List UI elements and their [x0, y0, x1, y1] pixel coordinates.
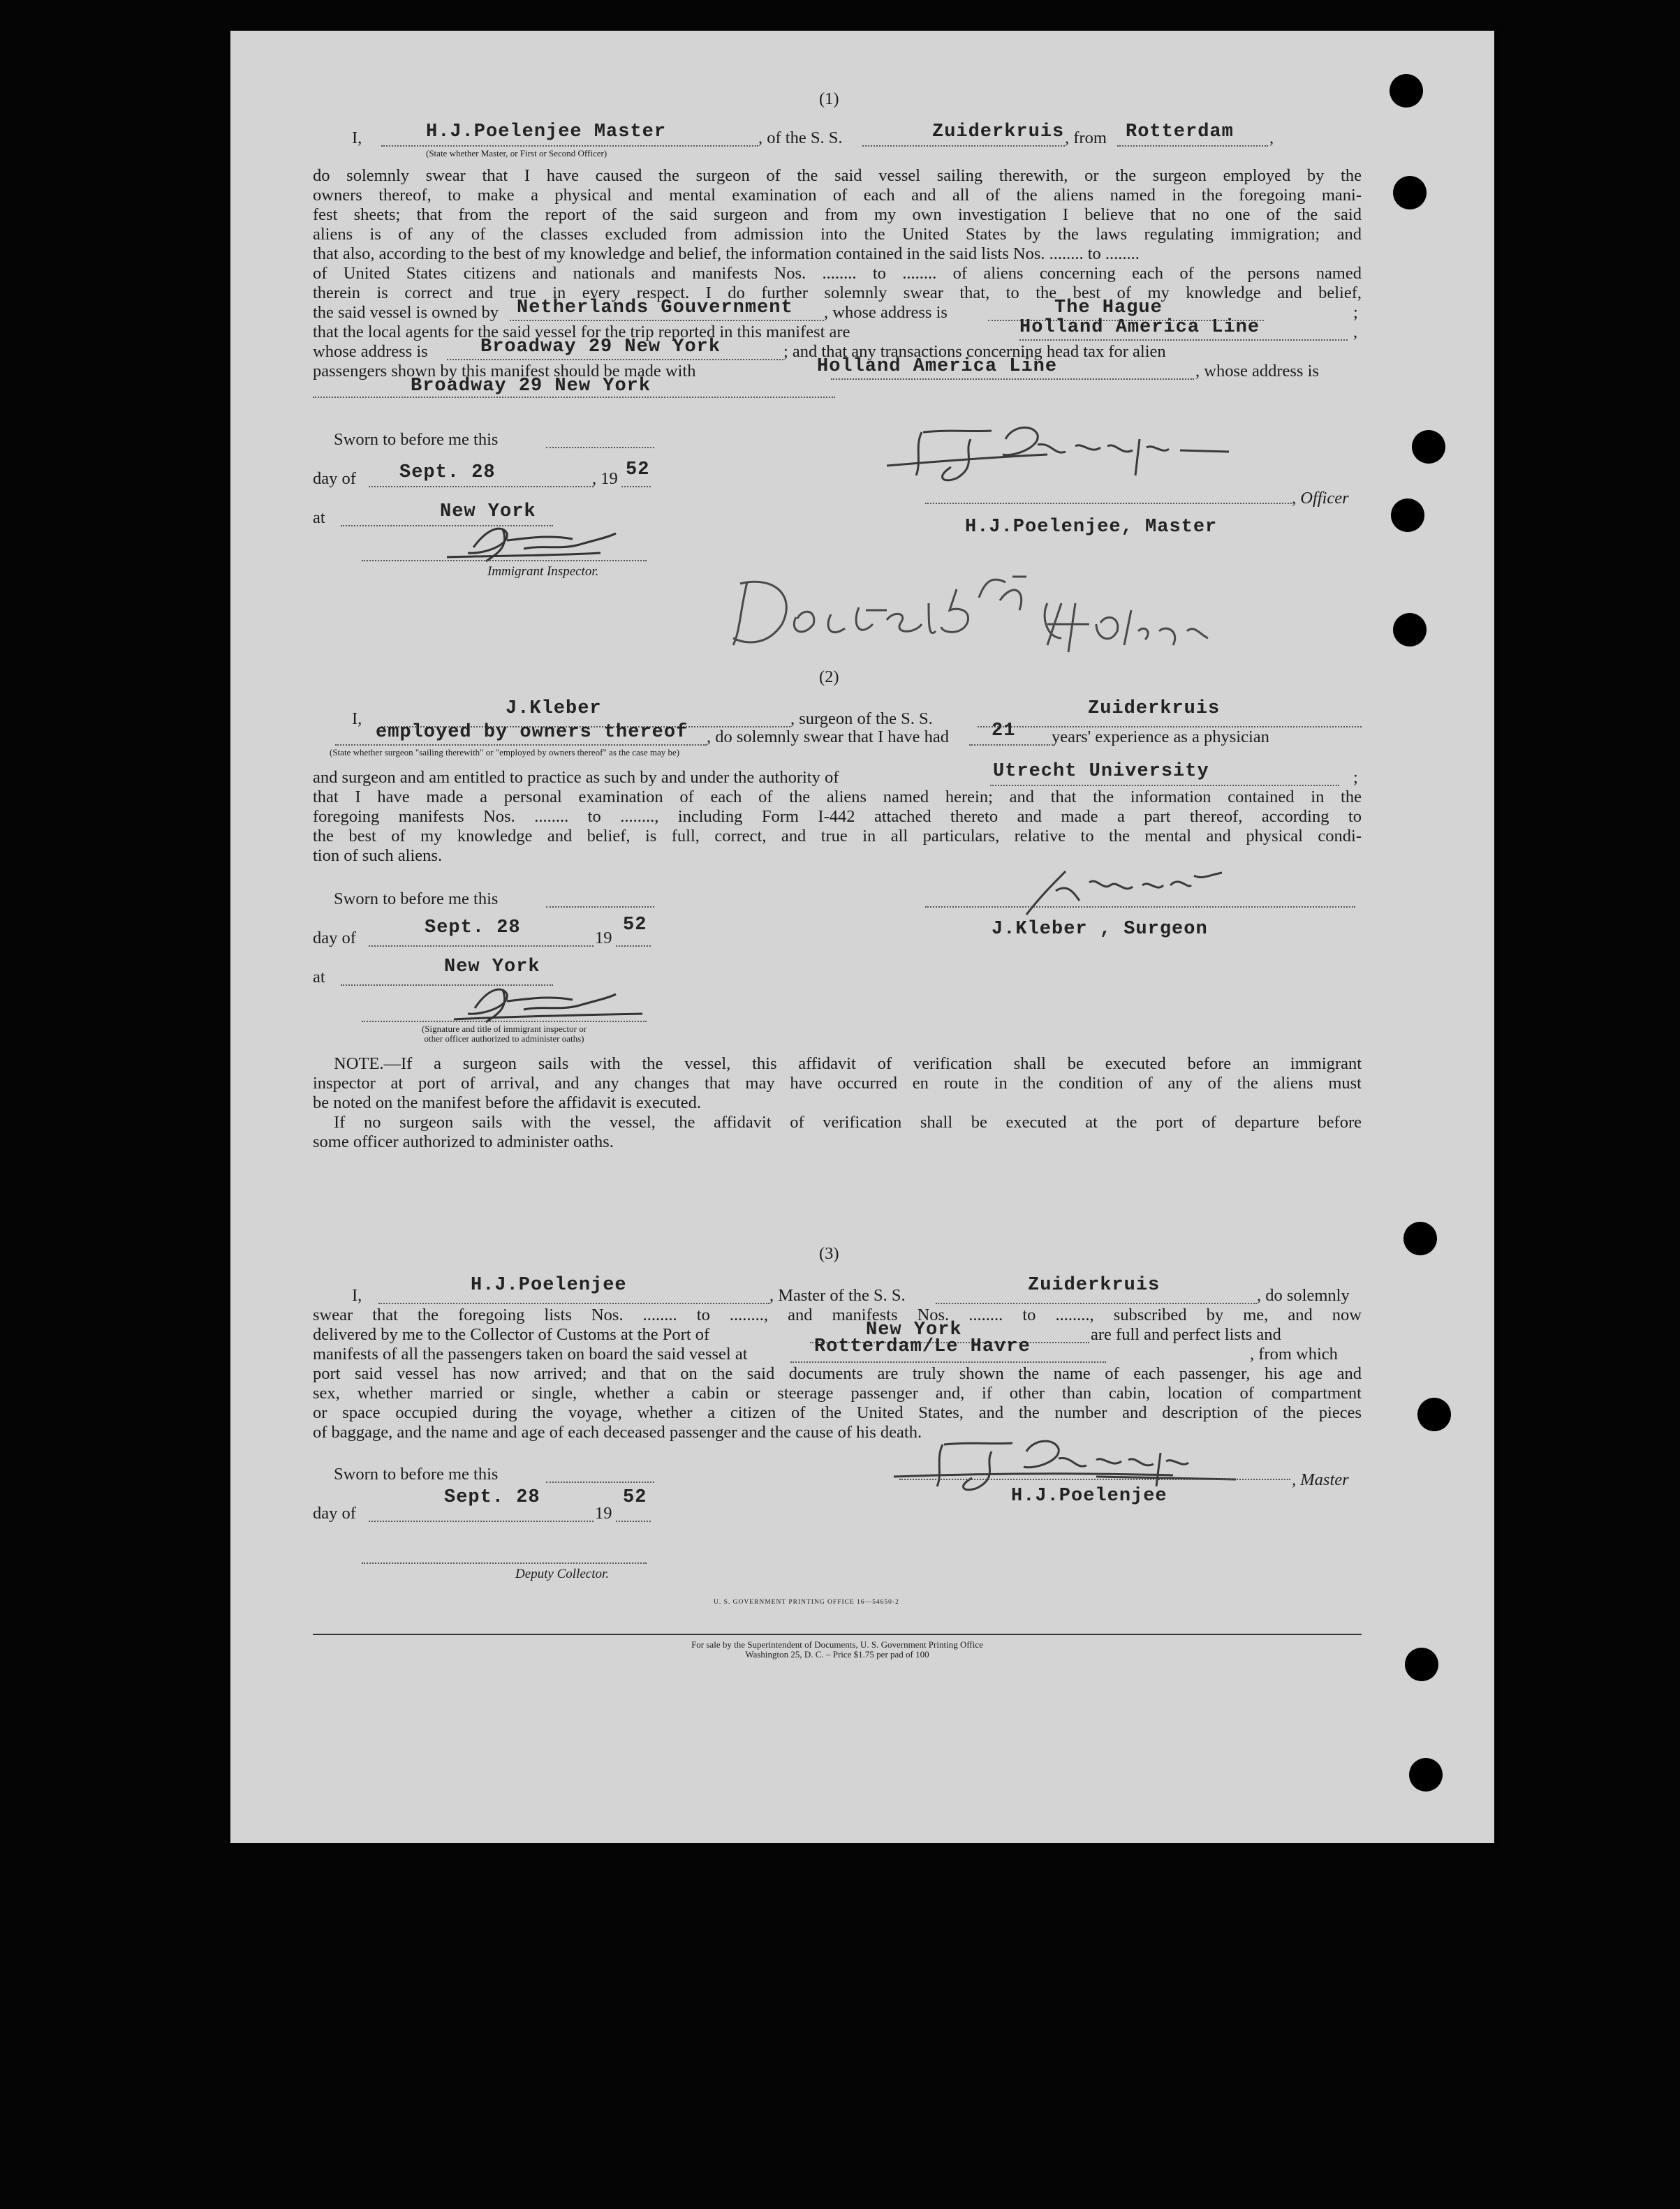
port-field: New York — [866, 1320, 962, 1340]
owned-by-label: the said vessel is owned by — [313, 303, 499, 322]
agents-address-field: Broadway 29 New York — [480, 337, 721, 357]
surgeon-name-field: J.Kleber — [506, 698, 602, 719]
from-port-field: Rotterdam — [1126, 121, 1234, 142]
surgeon-signature — [1012, 855, 1292, 924]
master-name-field: H.J.Poelenjee — [471, 1275, 627, 1296]
i-label: I, — [352, 1286, 362, 1305]
authority-label: and surgeon and am entitled to practice as such by and under the authority of — [313, 768, 839, 787]
employment-field: employed by owners thereof — [376, 722, 688, 743]
underline — [1117, 145, 1268, 147]
oath-line: that also, according to the best of my knowledge and belief, the information contained in the said lists Nos. ........ to ........ — [313, 244, 1140, 263]
surgeon-of-ss-label: , surgeon of the S. S. — [790, 709, 933, 728]
section-3-number: (3) — [819, 1244, 839, 1263]
from-label: , from — [1065, 128, 1107, 147]
signature-caption: (Signature and title of immigrant inspector or — [421, 1024, 587, 1034]
punch-hole — [1405, 1648, 1438, 1681]
punch-hole — [1412, 430, 1445, 464]
master-name-field: H.J.Poelenjee Master — [426, 121, 667, 142]
punch-hole — [1403, 1222, 1437, 1255]
underline — [790, 1361, 1106, 1363]
manifest-page — [230, 31, 1494, 1843]
punch-hole — [1391, 498, 1424, 532]
note-line: If no surgeon sails with the vessel, the affidavit of verification shall be executed at the port of departure before — [334, 1113, 1362, 1132]
punch-hole — [1409, 1758, 1443, 1791]
inspector-caption: Immigrant Inspector. — [487, 564, 599, 579]
day-of-label: day of — [313, 469, 356, 488]
underline — [831, 378, 1194, 380]
underline — [378, 1303, 769, 1304]
underline — [335, 744, 707, 746]
authority-field: Utrecht University — [993, 761, 1209, 782]
oath-line: aliens is of any of the classes excluded from admission into the United States by the laws regulating immigration; and — [313, 225, 1362, 244]
note-line: inspector at port of arrival, and any changes that may have occurred en route in the condition of any of the aliens must — [313, 1074, 1362, 1093]
gpo-imprint: U. S. GOVERNMENT PRINTING OFFICE 16—54650-2 — [714, 1599, 899, 1606]
embarkation-field: Rotterdam/Le Havre — [814, 1336, 1031, 1357]
underline — [925, 503, 1292, 504]
note-line: NOTE.—If a surgeon sails with the vessel, this affidavit of verification shall be executed before an immigrant — [334, 1054, 1362, 1073]
swear-text: , do solemnly swear that I have had — [707, 727, 949, 746]
field-caption: (State whether Master, or First or Second Officer) — [426, 148, 607, 158]
years-field: 21 — [992, 721, 1016, 741]
i-label: I, — [352, 709, 362, 728]
oath-line: owners thereof, to make a physical and mental examination of each and all of the aliens named in the foregoing mani- — [313, 186, 1362, 205]
oath-line: of baggage, and the name and age of each deceased passenger and the cause of his death. — [313, 1423, 922, 1442]
oath-line: therein is correct and true in every respect. I do further solemnly swear that, to the best of my knowledge and belief, — [313, 283, 1362, 302]
underline — [546, 1482, 654, 1483]
vessel-field: Zuiderkruis — [932, 121, 1065, 142]
place-field: New York — [444, 956, 540, 977]
head-tax-agent-field: Holland America Line — [817, 356, 1058, 377]
day-of-label: day of — [313, 1504, 356, 1523]
i-label: I, — [352, 128, 362, 147]
underline — [1019, 339, 1348, 341]
punch-hole — [1390, 74, 1423, 108]
underline — [381, 145, 758, 147]
sworn-label: Sworn to before me this — [334, 430, 499, 449]
footer-rule — [313, 1634, 1362, 1635]
comma: , — [1269, 128, 1274, 147]
years-text: years' experience as a physician — [1052, 727, 1269, 746]
sworn-label: Sworn to before me this — [334, 1465, 499, 1484]
sale-notice: For sale by the Superintendent of Documents, U. S. Government Printing Office — [691, 1639, 983, 1650]
whose-address-label: , whose address is — [1195, 362, 1319, 381]
day-of-label: day of — [313, 929, 356, 947]
section-2-number: (2) — [819, 667, 839, 686]
underline — [447, 359, 783, 360]
date-field: Sept. 28 — [425, 917, 521, 938]
master-of-ss-label: , Master of the S. S. — [769, 1286, 906, 1305]
employment-caption: (State whether surgeon "sailing therewith" or "employed by owners thereof" as the case may be) — [330, 747, 680, 758]
whose-address-label: whose address is — [313, 342, 428, 361]
underline — [616, 1521, 651, 1522]
oath-line: foregoing manifests Nos. ........ to ........, including Form I-442 attached thereto and made a part thereof, according to — [313, 807, 1362, 826]
date-field: Sept. 28 — [444, 1487, 540, 1508]
oath-line: port said vessel has now arrived; and that on the said documents are truly shown the name of each passenger, his age and — [313, 1364, 1362, 1383]
of-ss-label: , of the S. S. — [758, 128, 843, 147]
year-prefix: 19 — [595, 1504, 612, 1523]
underline — [369, 486, 594, 487]
officer-label: , Officer — [1292, 489, 1349, 508]
oath-line: sex, whether married or single, whether a cabin or steerage passenger and, if other than cabin, location of compartment — [313, 1384, 1362, 1403]
underline — [990, 785, 1339, 786]
year-prefix: , 19 — [592, 469, 618, 488]
master-signature-2 — [887, 1431, 1250, 1493]
year-field: 52 — [626, 459, 650, 480]
date-field: Sept. 28 — [399, 462, 496, 483]
head-tax-text: ; and that any transactions concerning head tax for alien — [783, 342, 1166, 361]
at-label: at — [313, 968, 325, 987]
oath-line: the best of my knowledge and belief, is full, correct, and true in all particulars, relative to the mental and physical condi- — [313, 827, 1362, 845]
note-line: be noted on the manifest before the affidavit is executed. — [313, 1093, 702, 1112]
deputy-collector-caption: Deputy Collector. — [515, 1567, 610, 1581]
master-name-field: H.J.Poelenjee — [1011, 1486, 1167, 1507]
oath-line: do solemnly swear that I have caused the surgeon of the said vessel sailing therewith, or the surgeon employed by the — [313, 166, 1362, 185]
sale-notice: Washington 25, D. C. – Price $1.75 per pad of 100 — [745, 1649, 929, 1660]
officer-name-field: H.J.Poelenjee, Master — [965, 517, 1218, 538]
punch-hole — [1417, 1398, 1451, 1431]
underline — [369, 1521, 594, 1522]
punch-hole — [1393, 176, 1427, 209]
do-solemnly-text: , do solemnly — [1257, 1286, 1350, 1305]
underline — [621, 486, 651, 487]
oath-line: that I have made a personal examination of each of the aliens named herein; and that the information contained in the — [313, 788, 1362, 806]
master-label: , Master — [1292, 1470, 1349, 1489]
oath-line: fest sheets; that from the report of the said surgeon and from my own investigation I believe that no one of the said — [313, 205, 1362, 224]
head-tax-address-field: Broadway 29 New York — [411, 376, 651, 397]
signature-caption: other officer authorized to administer oaths) — [424, 1033, 584, 1044]
oath-line: or space occupied during the voyage, whether a citizen of the United States, and the number and description of the pieces — [313, 1403, 1362, 1422]
manifests-text: manifests of all the passengers taken on board the said vessel at — [313, 1345, 748, 1364]
year-field: 52 — [623, 1487, 647, 1508]
place-field: New York — [440, 501, 536, 522]
underline — [899, 1479, 1290, 1480]
underline — [313, 397, 835, 398]
punch-hole — [1393, 613, 1427, 647]
lists-text: are full and perfect lists and — [1091, 1325, 1281, 1344]
owner-address-field: The Hague — [1054, 297, 1163, 318]
delivered-text: delivered by me to the Collector of Customs at the Port of — [313, 1325, 710, 1344]
oath-line: of United States citizens and nationals and manifests Nos. ........ to ........ of aliens concerning each of the persons named — [313, 264, 1362, 283]
semicolon: ; — [1353, 303, 1358, 322]
underline — [369, 945, 594, 947]
year-field: 52 — [623, 915, 647, 936]
underline — [616, 945, 651, 947]
underline — [936, 1303, 1257, 1304]
vessel-field: Zuiderkruis — [1028, 1275, 1160, 1296]
underline — [925, 906, 1355, 908]
oath-line: swear that the foregoing lists Nos. ........ to ........, and manifests Nos. ........ to ........, subscribed by me, and now — [313, 1306, 1362, 1324]
vessel-field: Zuiderkruis — [1088, 698, 1221, 719]
semicolon: ; — [1353, 768, 1358, 787]
agents-label: that the local agents for the said vessel for the trip reported in this manifest are — [313, 323, 850, 341]
underline — [362, 1562, 647, 1564]
at-label: at — [313, 508, 325, 527]
underline — [362, 1021, 647, 1022]
note-line: some officer authorized to administer oaths. — [313, 1132, 614, 1151]
owner-address-label: , whose address is — [824, 303, 948, 322]
oath-line: tion of such aliens. — [313, 846, 443, 865]
docked-annotation — [719, 540, 1222, 694]
master-signature-1 — [873, 411, 1236, 488]
underline — [862, 145, 1065, 147]
from-which-text: , from which — [1250, 1345, 1338, 1364]
year-prefix: 19 — [595, 929, 612, 947]
passengers-label: passengers shown by this manifest should be made with — [313, 362, 696, 381]
underline — [510, 320, 824, 321]
underline — [546, 906, 654, 908]
underline — [969, 744, 1050, 746]
sworn-label: Sworn to before me this — [334, 889, 499, 908]
underline — [546, 447, 654, 448]
section-1-number: (1) — [819, 89, 839, 108]
owner-field: Netherlands Gouvernment — [517, 297, 793, 318]
agents-field: Holland America Line — [1019, 317, 1260, 338]
underline — [362, 560, 647, 561]
comma: , — [1353, 323, 1358, 341]
surgeon-name-field: J.Kleber , Surgeon — [992, 919, 1208, 940]
